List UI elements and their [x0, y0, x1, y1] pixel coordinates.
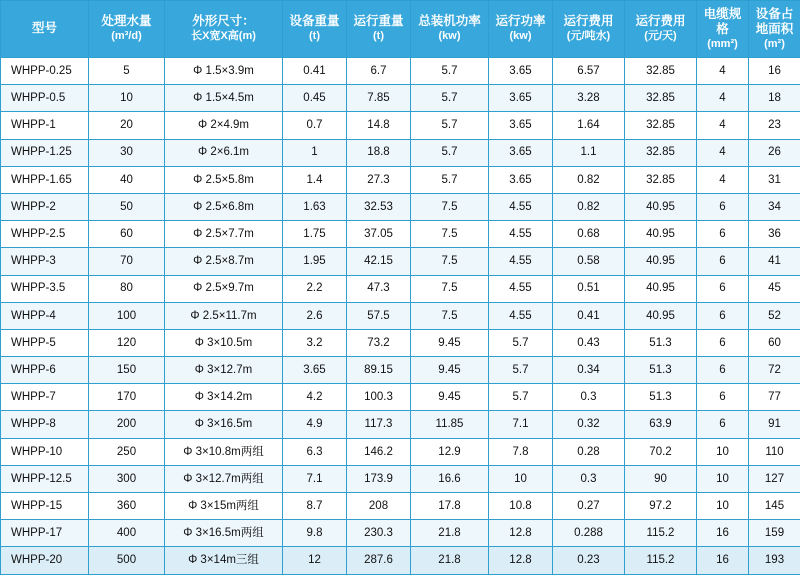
table-cell: 6.7 [347, 58, 411, 85]
table-cell: 10 [489, 465, 553, 492]
column-header-6 [489, 1, 553, 58]
table-cell: 7.1 [283, 465, 347, 492]
table-cell: 9.45 [411, 384, 489, 411]
table-cell: 4.55 [489, 221, 553, 248]
table-cell: 42.15 [347, 248, 411, 275]
column-header-main: 处理水量 [101, 14, 151, 28]
table-cell: 5.7 [411, 58, 489, 85]
table-cell: 159 [749, 520, 800, 547]
table-cell: 145 [749, 493, 800, 520]
table-cell: 115.2 [625, 520, 697, 547]
table-cell: 72 [749, 357, 800, 384]
table-cell: Φ 3×16.5m两组 [165, 520, 283, 547]
column-header-main: 运行费用 [563, 14, 613, 28]
table-cell: 40 [89, 166, 165, 193]
table-cell: 170 [89, 384, 165, 411]
table-cell: 150 [89, 357, 165, 384]
table-cell: 17.8 [411, 493, 489, 520]
table-cell: 2.2 [283, 275, 347, 302]
table-cell: 91 [749, 411, 800, 438]
table-cell: 10 [697, 438, 749, 465]
table-cell: 80 [89, 275, 165, 302]
table-cell: 1.64 [553, 112, 625, 139]
table-row [1, 193, 800, 220]
column-header-3 [283, 1, 347, 58]
column-header-8 [625, 1, 697, 58]
table-cell: 4.9 [283, 411, 347, 438]
table-cell: 9.45 [411, 329, 489, 356]
table-cell: 4 [697, 166, 749, 193]
column-header-5 [411, 1, 489, 58]
table-cell: 4.55 [489, 302, 553, 329]
table-cell: 32.85 [625, 166, 697, 193]
table-row [1, 329, 800, 356]
table-cell: 4 [697, 85, 749, 112]
table-cell: 0.45 [283, 85, 347, 112]
table-cell: 40.95 [625, 248, 697, 275]
table-cell: 9.8 [283, 520, 347, 547]
cell-model: WHPP-20 [1, 547, 89, 574]
table-cell: 100.3 [347, 384, 411, 411]
table-cell: 57.5 [347, 302, 411, 329]
table-cell: Φ 3×14.2m [165, 384, 283, 411]
table-cell: 7.8 [489, 438, 553, 465]
table-cell: 0.28 [553, 438, 625, 465]
table-cell: 40.95 [625, 275, 697, 302]
table-cell: 14.8 [347, 112, 411, 139]
table-cell: 77 [749, 384, 800, 411]
table-cell: 7.5 [411, 302, 489, 329]
table-row [1, 411, 800, 438]
table-cell: 3.65 [489, 166, 553, 193]
table-cell: 1.95 [283, 248, 347, 275]
table-cell: 6.57 [553, 58, 625, 85]
cell-model: WHPP-0.25 [1, 58, 89, 85]
table-cell: 40.95 [625, 302, 697, 329]
table-cell: 37.05 [347, 221, 411, 248]
table-cell: 4.55 [489, 193, 553, 220]
table-cell: Φ 2.5×7.7m [165, 221, 283, 248]
table-cell: 0.34 [553, 357, 625, 384]
table-cell: 41 [749, 248, 800, 275]
table-cell: 27.3 [347, 166, 411, 193]
table-cell: 10 [697, 493, 749, 520]
table-cell: 97.2 [625, 493, 697, 520]
column-header-main: 设备占地面积 [756, 7, 794, 37]
table-cell: 60 [89, 221, 165, 248]
table-cell: Φ 3×10.8m两组 [165, 438, 283, 465]
table-cell: 51.3 [625, 329, 697, 356]
table-cell: 7.5 [411, 248, 489, 275]
table-cell: 115.2 [625, 547, 697, 574]
table-cell: 32.85 [625, 85, 697, 112]
table-cell: 23 [749, 112, 800, 139]
table-cell: 3.65 [283, 357, 347, 384]
cell-model: WHPP-8 [1, 411, 89, 438]
table-cell: 1 [283, 139, 347, 166]
table-cell: 0.58 [553, 248, 625, 275]
table-cell: 32.85 [625, 139, 697, 166]
table-cell: 146.2 [347, 438, 411, 465]
cell-model: WHPP-2.5 [1, 221, 89, 248]
column-header-main: 外形尺寸： [192, 14, 255, 28]
table-cell: 208 [347, 493, 411, 520]
table-cell: 51.3 [625, 384, 697, 411]
table-row [1, 357, 800, 384]
table-cell: 31 [749, 166, 800, 193]
table-cell: 5.7 [489, 384, 553, 411]
table-cell: 3.28 [553, 85, 625, 112]
table-cell: 20 [89, 112, 165, 139]
table-cell: 110 [749, 438, 800, 465]
table-cell: 40.95 [625, 193, 697, 220]
table-cell: 0.32 [553, 411, 625, 438]
column-header-unit: 长X宽X高(m) [166, 30, 281, 44]
column-header-main: 电缆规格 [704, 7, 742, 37]
table-cell: 0.82 [553, 166, 625, 193]
table-cell: 0.41 [283, 58, 347, 85]
table-cell: Φ 3×15m两组 [165, 493, 283, 520]
column-header-unit: (元/天) [626, 30, 695, 44]
table-cell: 10 [89, 85, 165, 112]
column-header-main: 型号 [32, 21, 57, 35]
table-cell: 3.65 [489, 112, 553, 139]
table-cell: 16 [749, 58, 800, 85]
table-cell: 18 [749, 85, 800, 112]
column-header-main: 设备重量 [289, 14, 339, 28]
table-cell: 4 [697, 112, 749, 139]
column-header-unit: (kw) [412, 30, 487, 44]
table-cell: 47.3 [347, 275, 411, 302]
table-cell: 5.7 [411, 85, 489, 112]
table-cell: 1.4 [283, 166, 347, 193]
table-cell: 0.23 [553, 547, 625, 574]
column-header-main: 运行重量 [353, 14, 403, 28]
table-cell: 32.53 [347, 193, 411, 220]
table-cell: 16.6 [411, 465, 489, 492]
table-cell: 60 [749, 329, 800, 356]
table-cell: 200 [89, 411, 165, 438]
column-header-10 [749, 1, 800, 58]
table-cell: 70 [89, 248, 165, 275]
table-cell: 0.3 [553, 384, 625, 411]
table-cell: 6 [697, 275, 749, 302]
column-header-7 [553, 1, 625, 58]
column-header-unit: (mm²) [698, 38, 747, 52]
table-cell: 5.7 [489, 329, 553, 356]
table-cell: 0.7 [283, 112, 347, 139]
table-cell: 7.5 [411, 221, 489, 248]
table-cell: 45 [749, 275, 800, 302]
table-cell: 1.75 [283, 221, 347, 248]
cell-model: WHPP-2 [1, 193, 89, 220]
table-cell: 36 [749, 221, 800, 248]
table-cell: 500 [89, 547, 165, 574]
table-cell: Φ 2×6.1m [165, 139, 283, 166]
column-header-4 [347, 1, 411, 58]
cell-model: WHPP-12.5 [1, 465, 89, 492]
table-cell: Φ 2.5×11.7m [165, 302, 283, 329]
table-cell: 4.55 [489, 248, 553, 275]
table-cell: 6 [697, 193, 749, 220]
table-cell: 12.9 [411, 438, 489, 465]
table-row [1, 112, 800, 139]
table-cell: 18.8 [347, 139, 411, 166]
cell-model: WHPP-7 [1, 384, 89, 411]
table-cell: Φ 3×10.5m [165, 329, 283, 356]
table-cell: 0.3 [553, 465, 625, 492]
table-header [1, 1, 800, 58]
table-cell: 4.55 [489, 275, 553, 302]
table-cell: Φ 2.5×5.8m [165, 166, 283, 193]
table-cell: 12.8 [489, 547, 553, 574]
table-cell: 3.2 [283, 329, 347, 356]
table-cell: 11.85 [411, 411, 489, 438]
table-row [1, 493, 800, 520]
column-header-unit: (m²) [750, 38, 799, 52]
table-cell: 100 [89, 302, 165, 329]
table-row [1, 248, 800, 275]
table-cell: 250 [89, 438, 165, 465]
table-cell: 21.8 [411, 547, 489, 574]
table-cell: Φ 2.5×6.8m [165, 193, 283, 220]
table-cell: 0.288 [553, 520, 625, 547]
table-cell: 34 [749, 193, 800, 220]
table-cell: 0.41 [553, 302, 625, 329]
column-header-main: 总装机功率 [418, 14, 481, 28]
column-header-2 [165, 1, 283, 58]
table-row [1, 221, 800, 248]
cell-model: WHPP-15 [1, 493, 89, 520]
table-cell: 6 [697, 357, 749, 384]
table-cell: 9.45 [411, 357, 489, 384]
table-cell: 30 [89, 139, 165, 166]
table-cell: 12.8 [489, 520, 553, 547]
table-cell: 70.2 [625, 438, 697, 465]
table-row [1, 58, 800, 85]
cell-model: WHPP-3 [1, 248, 89, 275]
table-cell: 117.3 [347, 411, 411, 438]
cell-model: WHPP-6 [1, 357, 89, 384]
cell-model: WHPP-0.5 [1, 85, 89, 112]
table-cell: 0.82 [553, 193, 625, 220]
table-cell: 1.63 [283, 193, 347, 220]
table-cell: 10 [697, 465, 749, 492]
table-cell: 32.85 [625, 58, 697, 85]
table-cell: 6 [697, 302, 749, 329]
column-header-9 [697, 1, 749, 58]
table-cell: 1.1 [553, 139, 625, 166]
table-cell: 400 [89, 520, 165, 547]
table-cell: 10.8 [489, 493, 553, 520]
table-cell: 40.95 [625, 221, 697, 248]
table-row [1, 438, 800, 465]
table-row [1, 139, 800, 166]
table-cell: 50 [89, 193, 165, 220]
table-cell: 7.1 [489, 411, 553, 438]
table-cell: 52 [749, 302, 800, 329]
column-header-unit: (m³/d) [90, 30, 163, 44]
table-cell: 5.7 [489, 357, 553, 384]
table-cell: 173.9 [347, 465, 411, 492]
table-cell: Φ 1.5×3.9m [165, 58, 283, 85]
column-header-unit: (元/吨水) [554, 30, 623, 44]
table-cell: 5.7 [411, 112, 489, 139]
table-body [1, 58, 800, 575]
table-cell: 73.2 [347, 329, 411, 356]
cell-model: WHPP-5 [1, 329, 89, 356]
table-row [1, 465, 800, 492]
table-cell: Φ 2.5×8.7m [165, 248, 283, 275]
column-header-main: 运行费用 [635, 14, 685, 28]
table-cell: 360 [89, 493, 165, 520]
column-header-1 [89, 1, 165, 58]
table-cell: 21.8 [411, 520, 489, 547]
table-cell: 6 [697, 221, 749, 248]
table-cell: Φ 3×16.5m [165, 411, 283, 438]
cell-model: WHPP-3.5 [1, 275, 89, 302]
cell-model: WHPP-4 [1, 302, 89, 329]
column-header-unit: (kw) [490, 30, 551, 44]
table-cell: 0.43 [553, 329, 625, 356]
table-cell: 0.68 [553, 221, 625, 248]
table-cell: 6 [697, 329, 749, 356]
table-cell: 16 [697, 520, 749, 547]
table-cell: 193 [749, 547, 800, 574]
table-cell: 300 [89, 465, 165, 492]
table-cell: 16 [697, 547, 749, 574]
column-header-unit: (t) [348, 30, 409, 44]
table-cell: 4 [697, 58, 749, 85]
table-cell: 8.7 [283, 493, 347, 520]
table-cell: Φ 1.5×4.5m [165, 85, 283, 112]
table-cell: 230.3 [347, 520, 411, 547]
cell-model: WHPP-1.25 [1, 139, 89, 166]
table-cell: 3.65 [489, 58, 553, 85]
table-cell: Φ 3×12.7m [165, 357, 283, 384]
table-cell: 5 [89, 58, 165, 85]
table-cell: Φ 3×14m三组 [165, 547, 283, 574]
table-cell: 127 [749, 465, 800, 492]
table-cell: 5.7 [411, 139, 489, 166]
table-cell: 6.3 [283, 438, 347, 465]
table-cell: 4 [697, 139, 749, 166]
header-row [1, 1, 800, 58]
table-cell: 7.85 [347, 85, 411, 112]
table-row [1, 275, 800, 302]
table-row [1, 520, 800, 547]
table-cell: 0.27 [553, 493, 625, 520]
cell-model: WHPP-1.65 [1, 166, 89, 193]
column-header-main: 运行功率 [495, 14, 545, 28]
table-cell: 2.6 [283, 302, 347, 329]
table-cell: Φ 2×4.9m [165, 112, 283, 139]
column-header-unit: (t) [284, 30, 345, 44]
table-row [1, 166, 800, 193]
table-cell: 32.85 [625, 112, 697, 139]
table-cell: 287.6 [347, 547, 411, 574]
table-cell: 0.51 [553, 275, 625, 302]
table-cell: Φ 2.5×9.7m [165, 275, 283, 302]
table-cell: 7.5 [411, 275, 489, 302]
table-row [1, 384, 800, 411]
table-cell: 51.3 [625, 357, 697, 384]
table-cell: 3.65 [489, 139, 553, 166]
table-cell: 6 [697, 411, 749, 438]
table-cell: 26 [749, 139, 800, 166]
table-cell: 6 [697, 384, 749, 411]
table-cell: 6 [697, 248, 749, 275]
table-cell: 12 [283, 547, 347, 574]
table-row [1, 547, 800, 574]
table-row [1, 85, 800, 112]
table-cell: 120 [89, 329, 165, 356]
table-cell: 7.5 [411, 193, 489, 220]
cell-model: WHPP-10 [1, 438, 89, 465]
cell-model: WHPP-1 [1, 112, 89, 139]
table-cell: 63.9 [625, 411, 697, 438]
cell-model: WHPP-17 [1, 520, 89, 547]
table-cell: 5.7 [411, 166, 489, 193]
column-header-0 [1, 1, 89, 58]
table-cell: 90 [625, 465, 697, 492]
table-cell: 3.65 [489, 85, 553, 112]
table-cell: 89.15 [347, 357, 411, 384]
table-row [1, 302, 800, 329]
table-cell: Φ 3×12.7m两组 [165, 465, 283, 492]
table-cell: 4.2 [283, 384, 347, 411]
